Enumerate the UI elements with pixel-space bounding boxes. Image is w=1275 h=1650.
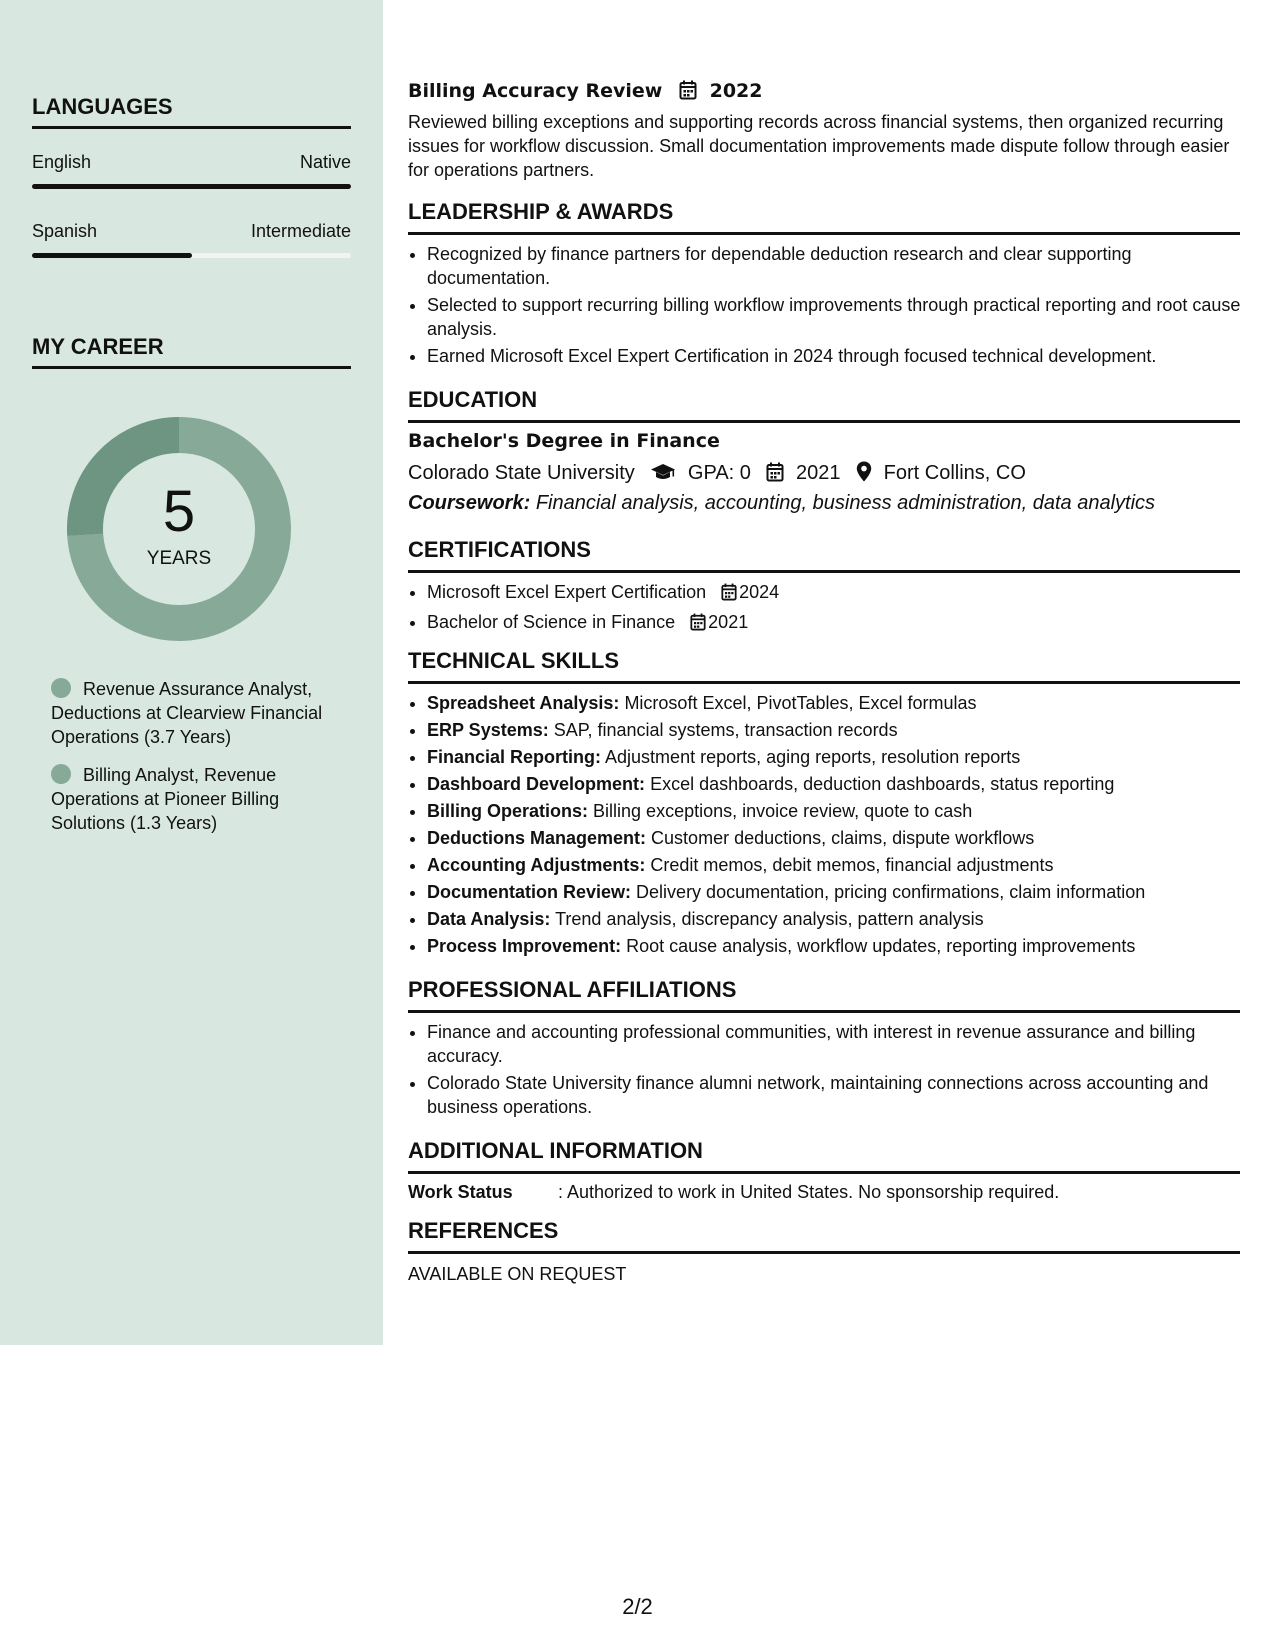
language-proficiency-fill [32, 253, 192, 258]
skill-label: ERP Systems: [427, 720, 549, 740]
skill-label: Data Analysis: [427, 909, 551, 929]
gpa: GPA: 0 [687, 462, 751, 484]
sidebar [0, 0, 383, 1345]
career-item [51, 763, 341, 835]
certifications-list [408, 580, 1259, 640]
language-name: English [32, 152, 92, 172]
skill-label: Documentation Review: [427, 882, 632, 902]
certification-name: Bachelor of Science in Finance [427, 612, 676, 632]
language-level: Native [299, 152, 351, 172]
project-description: Reviewed billing exceptions and supporting records across financial systems, then organized recurring issues for workflow discussion. Small documentation improvements made dispute follow through easier for operations partners. [408, 112, 1230, 180]
list-item: • Selected to support recurring billing workflow improvements through practical reporting and root cause analysis. [427, 293, 1259, 341]
list-item [427, 934, 1259, 958]
work-status-label: Work Status [408, 1182, 513, 1202]
skill-value: Credit memos, debit memos, financial adjustments [650, 855, 1054, 875]
skill-label: Process Improvement: [427, 936, 622, 956]
coursework [408, 490, 1240, 516]
list-item: • Recognized by finance partners for dependable deduction research and clear supporting documentation. [427, 242, 1259, 290]
career-legend-dot [51, 764, 71, 784]
certification-year: 2021 [708, 612, 749, 632]
affiliations-list [408, 1020, 1259, 1122]
language-row [32, 152, 351, 173]
references-text: AVAILABLE ON REQUEST [408, 1264, 627, 1284]
skills-title: TECHNICAL SKILLS [408, 648, 1240, 684]
career-legend-dot [51, 678, 71, 698]
certification-year: 2024 [739, 582, 780, 602]
skill-value: Root cause analysis, workflow updates, reporting improvements [626, 936, 1136, 956]
school-location: Fort Collins, CO [883, 462, 1026, 484]
list-item: • Finance and accounting professional communities, with interest in revenue assurance and billing accuracy. [427, 1020, 1259, 1068]
list-item [427, 718, 1259, 742]
work-status-value: : Authorized to work in United States. No sponsorship required. [558, 1182, 1060, 1202]
affiliations-title: PROFESSIONAL AFFILIATIONS [408, 977, 1240, 1013]
project-year: 2022 [709, 80, 763, 102]
list-item [427, 907, 1259, 931]
career-years-unit: YEARS [146, 548, 212, 569]
language-row [32, 221, 351, 242]
career-item-label: Revenue Assurance Analyst, Deductions at Clearview Financial Operations (3.7 Years) [51, 679, 323, 747]
certifications-title: CERTIFICATIONS [408, 537, 1240, 573]
career-item [51, 677, 341, 749]
list-item: • Colorado State University finance alumni network, maintaining connections across accounting and business operations. [427, 1071, 1259, 1119]
calendar-icon [721, 583, 737, 607]
skill-label: Deductions Management: [427, 828, 647, 848]
list-item [427, 691, 1259, 715]
skill-label: Spreadsheet Analysis: [427, 693, 620, 713]
education-title: EDUCATION [408, 387, 1240, 423]
list-item [427, 580, 1259, 607]
graduation-year: 2021 [796, 462, 841, 484]
skill-value: Adjustment reports, aging reports, resolution reports [605, 747, 1021, 767]
language-name: Spanish [32, 221, 98, 241]
education-details [408, 460, 1240, 489]
skill-value: Trend analysis, discrepancy analysis, pattern analysis [555, 909, 984, 929]
skill-value: SAP, financial systems, transaction records [553, 720, 898, 740]
location-pin-icon [856, 461, 872, 489]
skill-value: Microsoft Excel, PivotTables, Excel formulas [624, 693, 977, 713]
project-title-row [408, 80, 762, 105]
career-title: MY CAREER [32, 334, 351, 369]
skill-label: Billing Operations: [427, 801, 589, 821]
language-proficiency-fill [32, 184, 351, 189]
skill-value: Delivery documentation, pricing confirmations, claim information [636, 882, 1146, 902]
list-item [427, 799, 1259, 823]
graduation-cap-icon [650, 462, 676, 489]
certification-name: Microsoft Excel Expert Certification [427, 582, 707, 602]
skill-label: Dashboard Development: [427, 774, 646, 794]
leadership-list [408, 242, 1259, 371]
skills-list [408, 691, 1259, 961]
work-status-row [408, 1180, 1240, 1204]
coursework-list: Financial analysis, accounting, business administration, data analytics [535, 492, 1156, 514]
calendar-icon [766, 462, 784, 489]
skill-label: Financial Reporting: [427, 747, 602, 767]
language-proficiency-bar [32, 184, 351, 189]
career-item-label: Billing Analyst, Revenue Operations at Pioneer Billing Solutions (1.3 Years) [51, 765, 280, 833]
skill-value: Customer deductions, claims, dispute workflows [651, 828, 1035, 848]
project-title: Billing Accuracy Review [408, 80, 663, 102]
coursework-label: Coursework: [408, 492, 531, 514]
list-item [427, 745, 1259, 769]
additional-info-title: ADDITIONAL INFORMATION [408, 1138, 1240, 1174]
calendar-icon [690, 613, 706, 637]
leadership-title: LEADERSHIP & AWARDS [408, 199, 1240, 235]
list-item [427, 610, 1259, 637]
list-item [427, 826, 1259, 850]
languages-title: LANGUAGES [32, 94, 351, 129]
career-donut-chart [66, 416, 292, 642]
list-item [427, 772, 1259, 796]
skill-value: Excel dashboards, deduction dashboards, status reporting [650, 774, 1115, 794]
list-item: • Earned Microsoft Excel Expert Certification in 2024 through focused technical development. [427, 344, 1259, 368]
references-title: REFERENCES [408, 1218, 1240, 1254]
list-item [427, 880, 1259, 904]
career-total-years: 5 [162, 479, 196, 544]
skill-value: Billing exceptions, invoice review, quote to cash [593, 801, 973, 821]
language-proficiency-bar [32, 253, 351, 258]
degree-title: Bachelor's Degree in Finance [408, 430, 720, 452]
skill-label: Accounting Adjustments: [427, 855, 646, 875]
school-name: Colorado State University [408, 462, 635, 484]
list-item [427, 853, 1259, 877]
language-level: Intermediate [250, 221, 351, 241]
page-number: 2/2 [622, 1594, 653, 1619]
calendar-icon [679, 80, 697, 105]
